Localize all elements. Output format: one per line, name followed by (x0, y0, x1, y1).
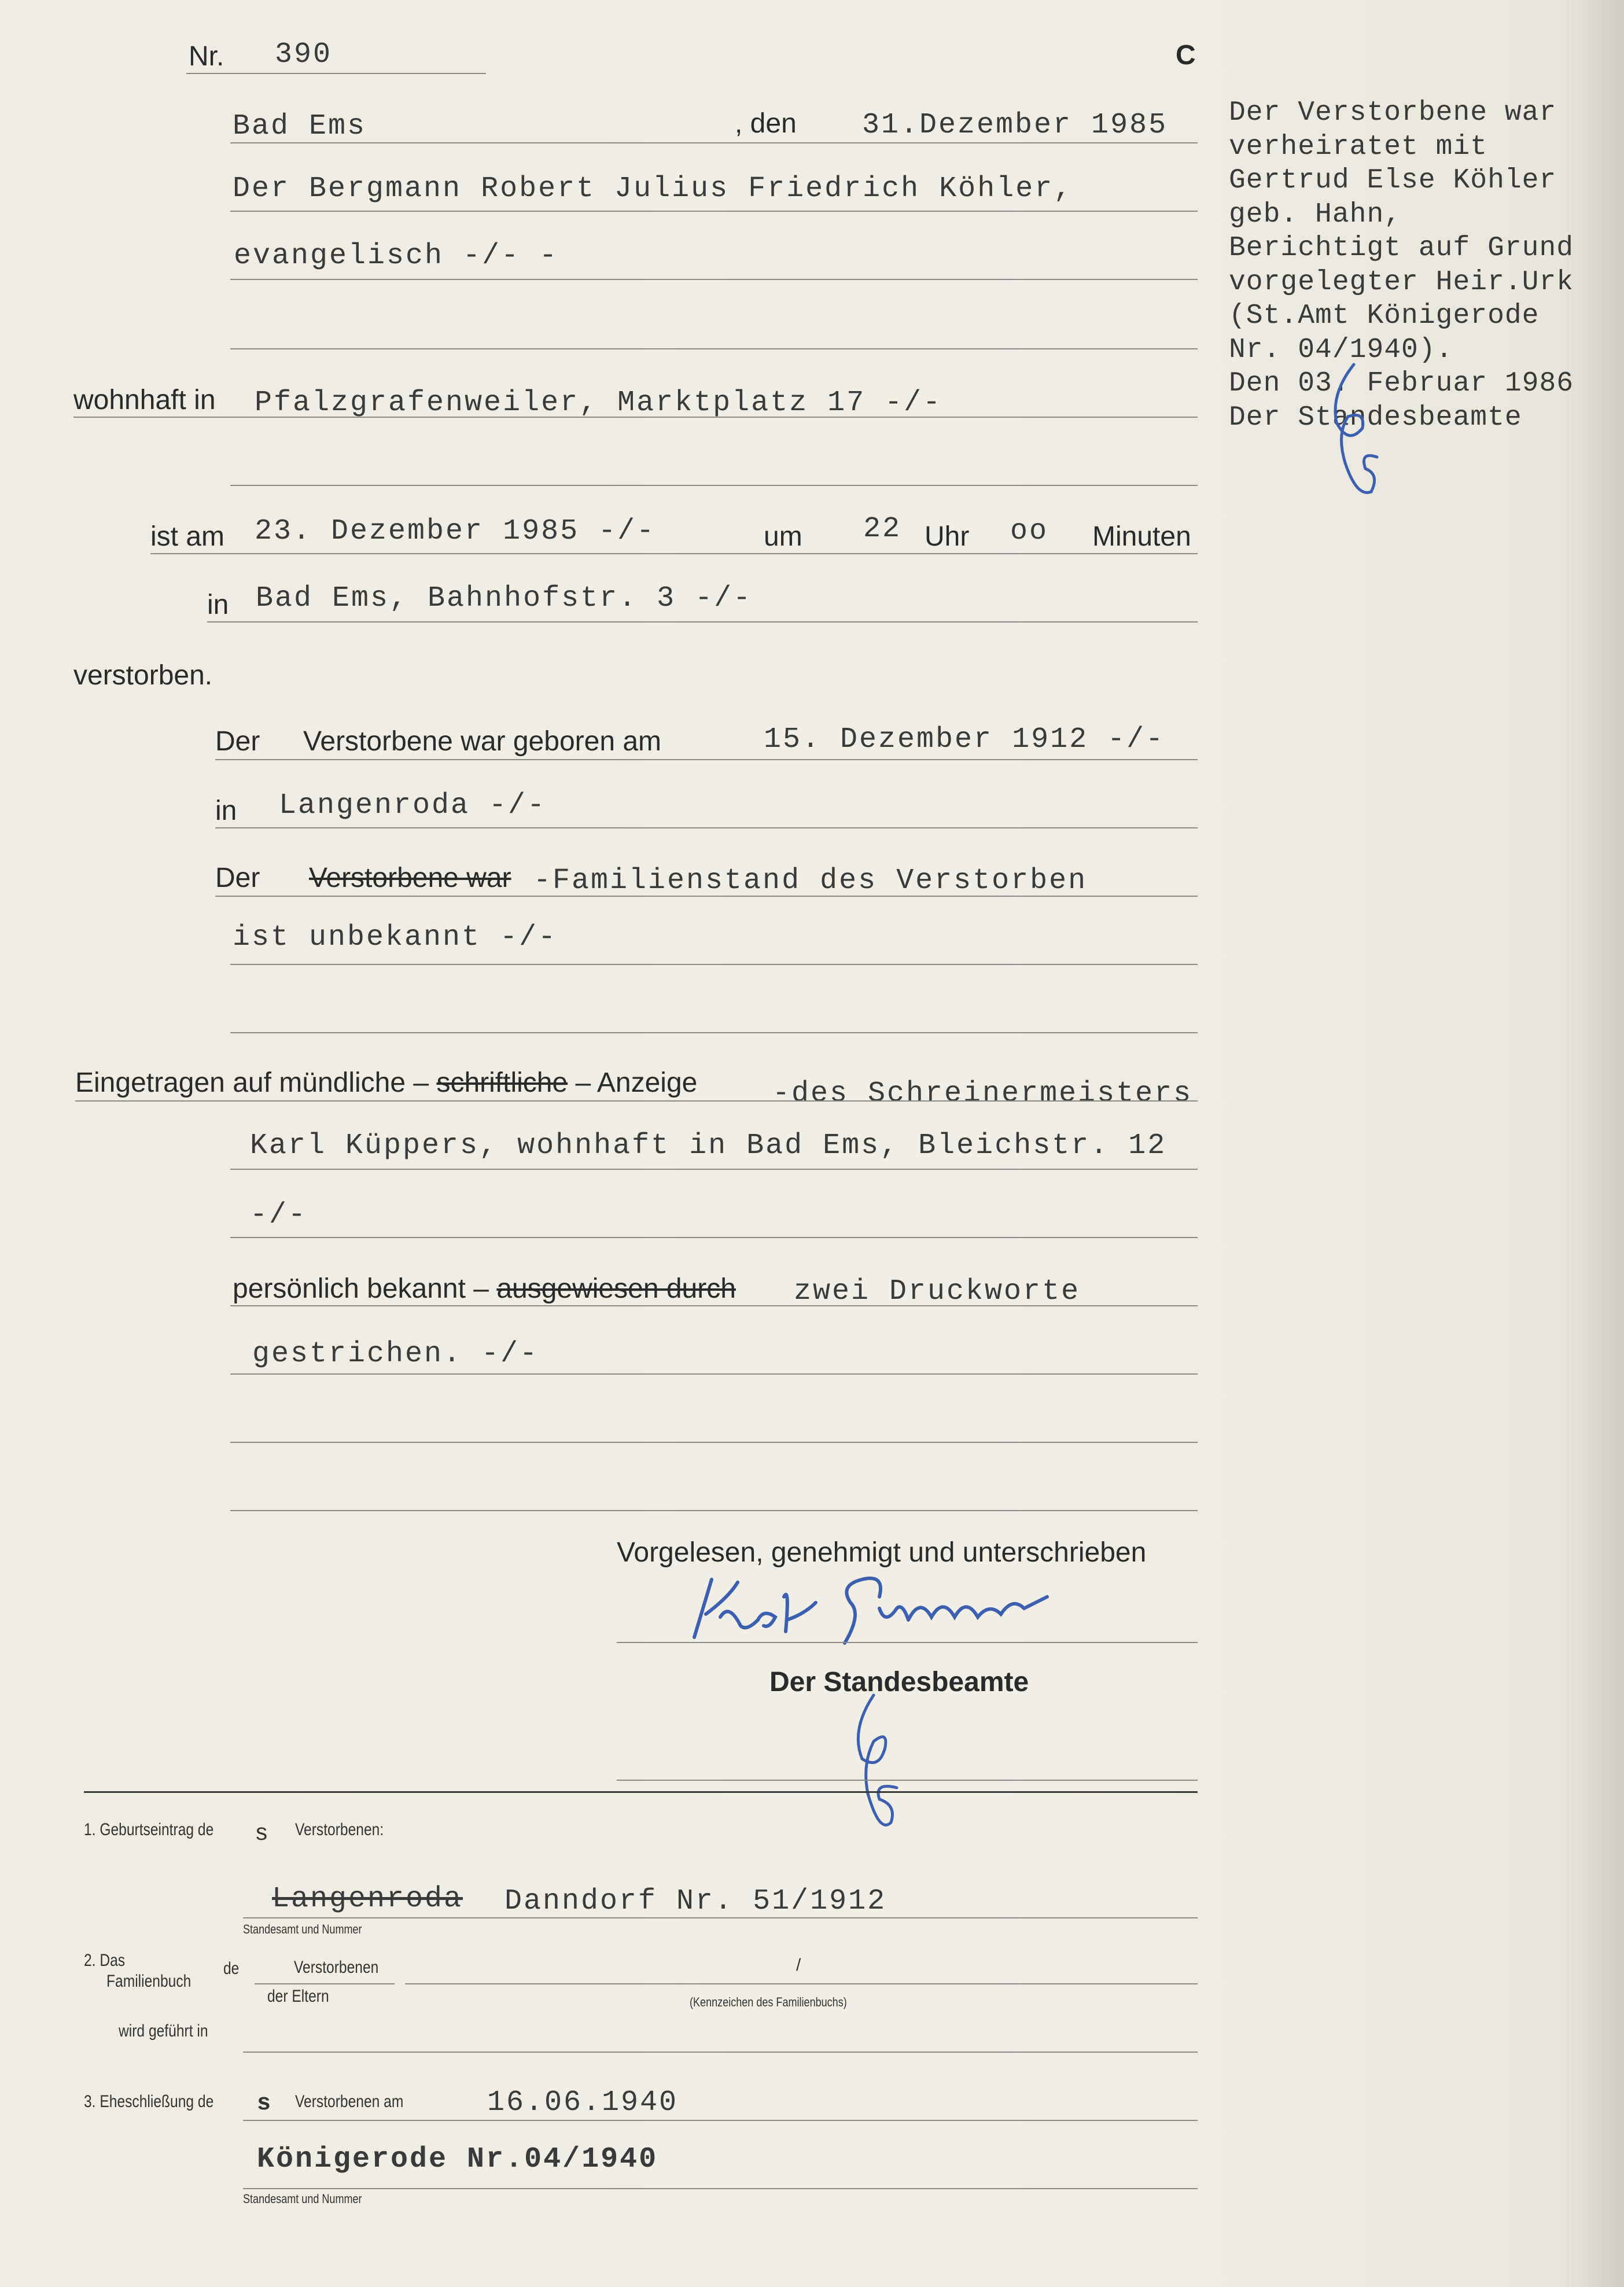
margin-note-line: Der Verstorbene war (1229, 97, 1557, 128)
familienbuch-kennzeichen-label: (Kennzeichen des Familienbuchs) (690, 1995, 847, 2009)
identification-text-2: gestrichen. -/- (252, 1338, 539, 1371)
birth-place: Langenroda -/- (279, 789, 547, 822)
footer-line-3 (243, 2052, 1198, 2053)
margin-note-line: (St.Amt Königerode (1229, 300, 1540, 332)
line-2 (230, 211, 1198, 212)
footer-item1-label: 1. Geburtseintrag de (84, 1820, 214, 1839)
um-label: um (764, 521, 802, 552)
footer-item2-de: de (223, 1959, 240, 1978)
footer-item2-opt2: der Eltern (267, 1987, 329, 2006)
place-of-registration: Bad Ems (233, 110, 367, 143)
identification-label (233, 1273, 736, 1305)
marital-status-2: ist unbekannt -/- (233, 921, 558, 954)
residence-label: wohnhaft in (73, 385, 216, 415)
margin-note (1229, 96, 1574, 434)
line-4 (230, 348, 1198, 349)
registration-label (75, 1067, 697, 1099)
death-date-label: ist am (150, 521, 225, 552)
informant-line-1: -des Schreinermeisters (772, 1077, 1193, 1110)
marital-status: -Familienstand des Verstorben (533, 864, 1088, 897)
footer-item2-opt1: Verstorbenen (294, 1958, 379, 1977)
line-5 (73, 417, 1198, 418)
death-place: Bad Ems, Bahnhofstr. 3 -/- (256, 582, 753, 615)
footer-item1-struck: Langenroda (272, 1883, 463, 1916)
margin-note-line: Berichtigt auf Grund (1229, 233, 1574, 264)
nr-value: 390 (275, 38, 333, 71)
line-14 (75, 1100, 1198, 1102)
margin-note-line: geb. Hahn, (1229, 198, 1402, 230)
margin-note-line: vorgelegter Heir.Urk (1229, 266, 1574, 298)
footer-item3-s: s (257, 2091, 271, 2117)
line-20 (230, 1510, 1198, 1511)
footer-option-line (255, 1983, 395, 1984)
informant-line-3: -/- (250, 1199, 308, 1232)
footer-line-1 (243, 1917, 1198, 1918)
registration-struck: schriftliche (436, 1067, 568, 1098)
footer-item2-label-a: 2. Das (84, 1951, 126, 1970)
den-label: , den (735, 108, 797, 139)
informant-line-2: Karl Küppers, wohnhaft in Bad Ems, Bleichstr. 12 (250, 1129, 1167, 1162)
death-place-label: in (207, 590, 229, 620)
footer-line-2 (405, 1983, 1198, 1984)
register-letter: C (1176, 40, 1196, 71)
signature-line-2 (617, 1780, 1198, 1781)
margin-note-line: Den 03. Februar 1986 (1229, 368, 1574, 399)
footer-item1-value: Danndorf Nr. 51/1912 (504, 1885, 887, 1918)
margin-note-line: Gertrud Else Köhler (1229, 165, 1557, 196)
marital-struck-label: Verstorbene war (309, 863, 511, 893)
standesamt-label-1: Standesamt und Nummer (243, 1922, 362, 1936)
known-label: persönlich bekannt – (233, 1273, 489, 1304)
line-19 (230, 1442, 1198, 1443)
registration-date: 31.Dezember 1985 (862, 109, 1168, 142)
line-16 (230, 1237, 1198, 1238)
line-7 (150, 553, 1198, 554)
margin-note-line: Nr. 04/1940). (1229, 334, 1453, 366)
line-15 (230, 1169, 1198, 1170)
footer-item1-suffix: Verstorbenen: (295, 1820, 384, 1839)
nr-underline (186, 73, 486, 74)
line-6 (230, 485, 1198, 486)
line-12 (230, 964, 1198, 965)
line-11 (215, 896, 1198, 897)
footer-item2-wird: wird geführt in (119, 2021, 208, 2041)
registration-label-part1: Eingetragen auf mündliche – (75, 1067, 429, 1098)
residence-value: Pfalzgrafenweiler, Marktplatz 17 -/- (255, 386, 942, 419)
signature-line-1 (617, 1642, 1198, 1643)
informant-signature (688, 1562, 1169, 1649)
footer-line-5 (243, 2188, 1198, 2189)
registrar-signature (839, 1689, 926, 1846)
minuten-label: Minuten (1092, 521, 1191, 552)
line-17 (230, 1305, 1198, 1306)
death-minutes: oo (1010, 515, 1049, 548)
nr-label: Nr. (189, 41, 224, 72)
death-date: 23. Dezember 1985 -/- (255, 515, 656, 548)
margin-note-line: Der Standesbeamte (1229, 402, 1522, 433)
margin-note-line: verheiratet mit (1229, 131, 1488, 163)
line-13 (230, 1032, 1198, 1033)
identification-text: zwei Druckworte (794, 1275, 1081, 1308)
deceased-religion: evangelisch -/- - (234, 240, 559, 272)
verstorben-label: verstorben. (73, 660, 213, 691)
footer-item2-slash: / (796, 1955, 801, 1975)
birth-place-label: in (215, 796, 237, 826)
footer-item1-s: s (255, 1821, 269, 1847)
marital-der-label: Der (215, 863, 260, 893)
line-9 (215, 759, 1198, 760)
birth-label: Verstorbene war geboren am (303, 726, 662, 757)
death-hour: 22 (863, 513, 902, 546)
deceased-name: Der Bergmann Robert Julius Friedrich Köhler, (233, 172, 1073, 205)
line-10 (215, 827, 1198, 828)
footer-item3-label: 3. Eheschließung de (84, 2092, 214, 2111)
line-3 (230, 279, 1198, 280)
line-18 (230, 1373, 1198, 1375)
footer-divider (84, 1791, 1198, 1793)
margin-registrar-signature (1313, 359, 1400, 532)
line-1 (230, 142, 1198, 143)
footer-item2-label-b: Familienbuch (106, 1972, 192, 1991)
line-8 (207, 621, 1198, 623)
footer-item3-suffix: Verstorbenen am (295, 2092, 404, 2111)
marriage-date: 16.06.1940 (487, 2086, 679, 2119)
registrar-label: Der Standesbeamte (769, 1667, 1029, 1697)
standesamt-label-2: Standesamt und Nummer (243, 2192, 362, 2206)
birth-date: 15. Dezember 1912 -/- (764, 723, 1165, 756)
footer-line-4 (243, 2120, 1198, 2121)
read-approved-label: Vorgelesen, genehmigt und unterschrieben (617, 1537, 1147, 1568)
registration-label-part2: – Anzeige (575, 1067, 698, 1098)
uhr-label: Uhr (925, 521, 970, 552)
known-struck: ausgewiesen durch (496, 1273, 736, 1304)
birth-der-label: Der (215, 726, 260, 757)
marriage-place: Königerode Nr.04/1940 (257, 2143, 658, 2176)
